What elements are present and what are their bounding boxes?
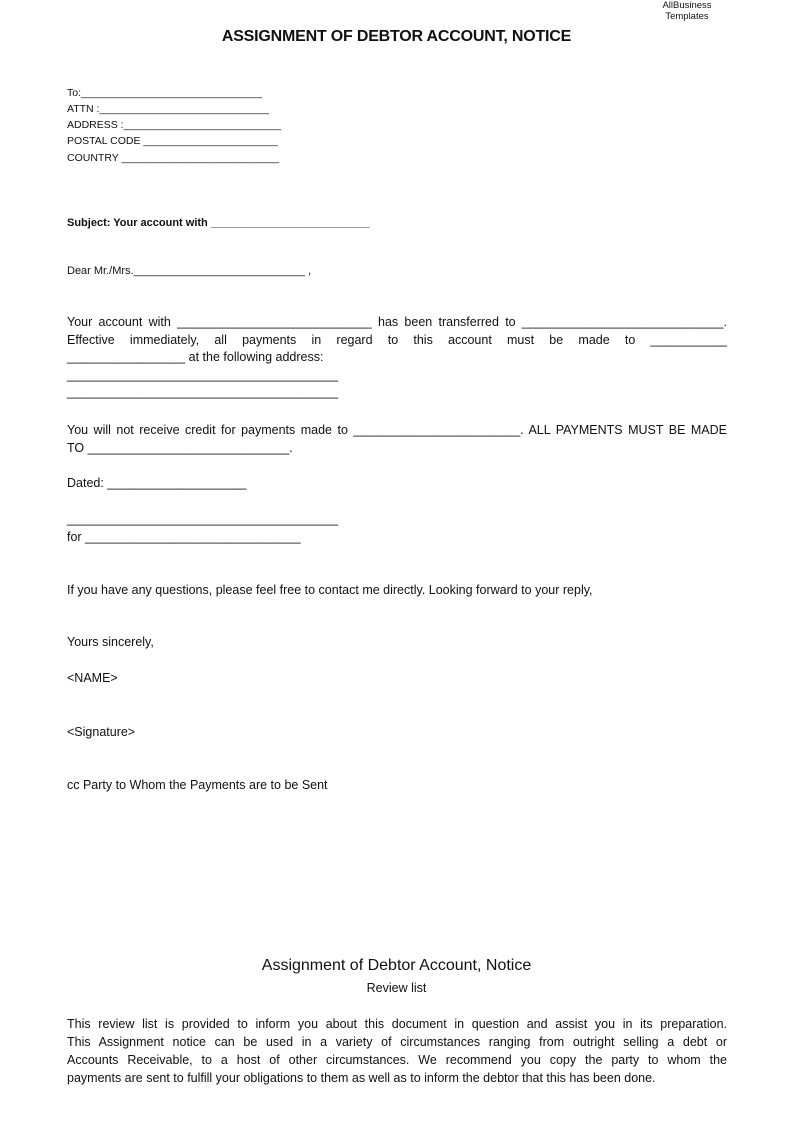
review-paragraph (67, 1015, 727, 1087)
dated-line: Dated: ____________________ (67, 476, 247, 490)
brand-line-1: AllBusiness (662, 0, 712, 11)
signature-placeholder: <Signature> (67, 725, 136, 739)
brand-logo (632, 0, 742, 22)
transfer-line-3: _________________ at the following address: (67, 350, 324, 364)
postal-code-field: POSTAL CODE _______________________ (67, 135, 278, 147)
name-placeholder: <NAME> (67, 671, 118, 685)
credit-line-2: TO _____________________________. (67, 440, 293, 455)
footer-subtitle: Review list (366, 981, 427, 995)
closing: Yours sincerely, (67, 635, 154, 649)
transfer-line-2: Effective immediately, all payments in regard to this account must be made to ___________ (67, 332, 727, 347)
review-line-4: payments are sent to fulfill your obligations to them as well as to inform the debtor that this has been done. (67, 1071, 656, 1085)
address-blank-1: _______________________________________ (67, 367, 339, 382)
country-field: COUNTRY ___________________________ (67, 152, 280, 164)
address-blank-2: _______________________________________ (67, 385, 339, 399)
salutation: Dear Mr./Mrs.____________________________ , (67, 265, 312, 277)
review-line-1: This review list is provided to inform you about this document in question and assist you in its preparation. (67, 1017, 727, 1031)
transfer-line-1: Your account with ____________________________ has been transferred to _____________________________. (67, 315, 727, 329)
transfer-paragraph (67, 314, 727, 402)
credit-line-1: You will not receive credit for payments made to ________________________. ALL PAYMENTS MUST BE MADE (67, 423, 727, 437)
signature-blank: _______________________________________ (67, 512, 339, 526)
subject-line: Subject: Your account with __________________________ (67, 217, 370, 229)
to-field: To:_______________________________ (67, 87, 263, 99)
attn-field: ATTN :_____________________________ (67, 103, 269, 115)
brand-line-2: Templates (665, 11, 709, 22)
cc-line: cc Party to Whom the Payments are to be Sent (67, 778, 328, 792)
questions-line: If you have any questions, please feel free to contact me directly. Looking forward to your reply, (67, 583, 593, 597)
address-field: ADDRESS :___________________________ (67, 119, 282, 131)
document-title: ASSIGNMENT OF DEBTOR ACCOUNT, NOTICE (221, 28, 572, 45)
review-line-2: This Assignment notice can be used in a variety of circumstances ranging from outright selling a debt or (67, 1035, 727, 1049)
for-line: for _______________________________ (67, 530, 301, 544)
review-line-3: Accounts Receivable, to a host of other circumstances. We recommend you copy the party to whom the (67, 1053, 727, 1067)
credit-paragraph (67, 422, 727, 457)
footer-title: Assignment of Debtor Account, Notice (261, 957, 532, 974)
